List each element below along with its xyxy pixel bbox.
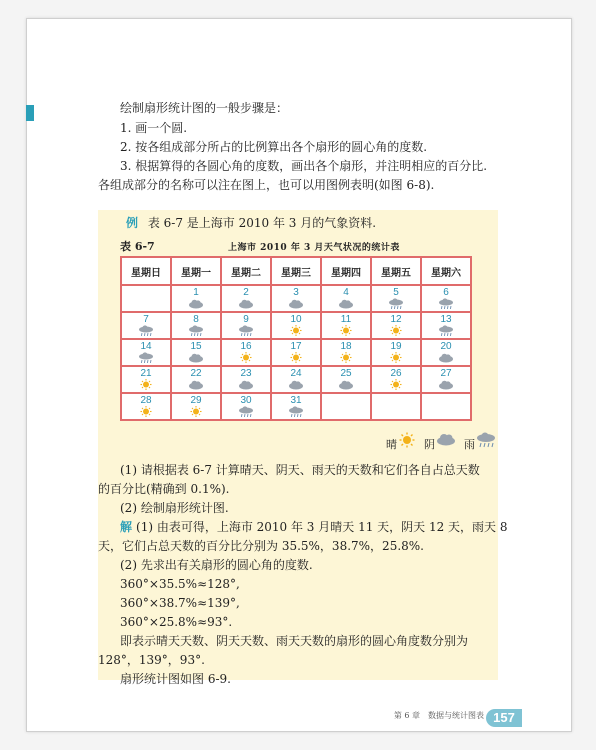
example-keyword: 例 xyxy=(126,216,139,230)
solution-line-5: 128°，139°，93°. xyxy=(98,653,205,667)
question-1-continued: 的百分比(精确到 0.1%). xyxy=(98,482,230,496)
calendar-day-cell xyxy=(371,312,421,339)
calendar-day-cell xyxy=(321,339,371,366)
calendar-week-row xyxy=(121,339,471,366)
calendar-day-cell xyxy=(221,285,271,312)
calendar-day-cell xyxy=(271,285,321,312)
day-number: 1 xyxy=(193,287,199,298)
day-number: 14 xyxy=(140,341,152,352)
day-number: 25 xyxy=(340,368,352,379)
day-number: 28 xyxy=(140,395,152,406)
calendar-day-cell xyxy=(421,393,471,420)
cloud-icon xyxy=(437,352,455,363)
day-number: 19 xyxy=(390,341,402,352)
day-number: 30 xyxy=(240,395,252,406)
rain-icon xyxy=(287,406,305,417)
day-number: 18 xyxy=(340,341,352,352)
calendar-header-cell: 星期六 xyxy=(421,257,471,285)
step-1: 1. 画一个圆. xyxy=(120,121,188,135)
calendar-day-cell xyxy=(421,312,471,339)
sun-icon xyxy=(387,325,405,336)
solution-line-2: 天，它们占总天数的百分比分别为 35.5%，38.7%，25.8%. xyxy=(98,539,424,553)
calendar-day-cell xyxy=(121,393,171,420)
day-number: 8 xyxy=(193,314,199,325)
calendar-week-row xyxy=(121,312,471,339)
rain-icon xyxy=(437,325,455,336)
calendar-day-cell xyxy=(321,312,371,339)
day-number: 21 xyxy=(140,368,152,379)
calendar-header-cell: 星期二 xyxy=(221,257,271,285)
calendar-day-cell xyxy=(121,285,171,312)
cloud-icon xyxy=(337,379,355,390)
calc-cloudy: 360°×38.7%≈139°, xyxy=(120,596,240,610)
page-number: 157 xyxy=(486,709,522,727)
calendar-day-cell xyxy=(221,312,271,339)
legend-sunny-label: 晴 xyxy=(386,438,397,451)
day-number: 24 xyxy=(290,368,302,379)
day-number: 3 xyxy=(293,287,299,298)
solution-line-3: (2) 先求出有关扇形的圆心角的度数. xyxy=(120,558,313,572)
solution-keyword: 解 xyxy=(120,520,133,534)
day-number: 10 xyxy=(290,314,302,325)
rain-icon xyxy=(237,325,255,336)
day-number: 13 xyxy=(440,314,452,325)
rain-icon xyxy=(476,432,496,448)
cloud-icon xyxy=(436,432,456,446)
example-heading xyxy=(126,214,376,231)
calendar-day-cell xyxy=(221,366,271,393)
day-number: 9 xyxy=(243,314,249,325)
calendar-header-cell: 星期一 xyxy=(171,257,221,285)
cloud-icon xyxy=(187,379,205,390)
table-title: 上海市 2010 年 3 月天气状况的统计表 xyxy=(228,243,400,253)
calendar-day-cell xyxy=(321,393,371,420)
cloud-icon xyxy=(237,379,255,390)
question-2: (2) 绘制扇形统计图. xyxy=(120,501,229,515)
question-1: (1) 请根据表 6-7 计算晴天、阴天、雨天的天数和它们各自占总天数 xyxy=(120,463,480,477)
solution-line-1 xyxy=(120,519,508,535)
cloud-icon xyxy=(187,298,205,309)
cloud-icon xyxy=(437,379,455,390)
calendar-day-cell xyxy=(421,285,471,312)
cloud-icon xyxy=(237,298,255,309)
step-3: 3. 根据算得的各圆心角的度数，画出各个扇形，并注明相应的百分比. xyxy=(120,159,488,173)
day-number: 23 xyxy=(240,368,252,379)
chapter-footer: 第 6 章 数据与统计图表 xyxy=(393,711,484,720)
cloud-icon xyxy=(287,379,305,390)
weather-calendar-table xyxy=(120,256,472,421)
day-number: 11 xyxy=(340,314,352,325)
calendar-day-cell xyxy=(171,285,221,312)
example-text: 表 6-7 是上海市 2010 年 3 月的气象资料. xyxy=(147,216,377,230)
day-number: 17 xyxy=(290,341,302,352)
calendar-week-row xyxy=(121,393,471,420)
rain-icon xyxy=(237,406,255,417)
page-edge-marker xyxy=(26,105,34,121)
rain-icon xyxy=(187,325,205,336)
table-label: 表 6-7 xyxy=(120,240,155,253)
calendar-day-cell xyxy=(221,393,271,420)
day-number: 2 xyxy=(243,287,249,298)
day-number: 16 xyxy=(240,341,252,352)
sun-icon xyxy=(187,406,205,417)
day-number: 27 xyxy=(440,368,452,379)
sun-icon xyxy=(337,325,355,336)
calendar-day-cell xyxy=(271,312,321,339)
calendar-week-row xyxy=(121,366,471,393)
day-number: 4 xyxy=(343,287,349,298)
sun-icon xyxy=(137,379,155,390)
rain-icon xyxy=(137,352,155,363)
calendar-day-cell xyxy=(321,366,371,393)
steps-heading: 绘制扇形统计图的一般步骤是： xyxy=(120,101,289,115)
day-number: 7 xyxy=(143,314,149,325)
day-number: 20 xyxy=(440,341,452,352)
calendar-day-cell xyxy=(271,339,321,366)
calendar-day-cell xyxy=(271,393,321,420)
rain-icon xyxy=(437,298,455,309)
step-2: 2. 按各组成部分所占的比例算出各个扇形的圆心角的度数. xyxy=(120,140,428,154)
day-number: 5 xyxy=(393,287,399,298)
calc-rain: 360°×25.8%≈93°. xyxy=(120,615,233,629)
day-number: 22 xyxy=(190,368,202,379)
sun-icon xyxy=(237,352,255,363)
sun-icon xyxy=(398,432,416,448)
legend-rain-label: 雨 xyxy=(464,438,475,451)
calendar-day-cell xyxy=(371,285,421,312)
rain-icon xyxy=(137,325,155,336)
calendar-day-cell xyxy=(371,366,421,393)
calendar-day-cell xyxy=(321,285,371,312)
cloud-icon xyxy=(287,298,305,309)
calendar-day-cell xyxy=(121,312,171,339)
calendar-header-cell: 星期五 xyxy=(371,257,421,285)
sun-icon xyxy=(287,352,305,363)
calendar-day-cell xyxy=(121,339,171,366)
day-number: 31 xyxy=(290,395,302,406)
calendar-day-cell xyxy=(371,339,421,366)
calendar-header-cell: 星期日 xyxy=(121,257,171,285)
sun-icon xyxy=(387,379,405,390)
cloud-icon xyxy=(337,298,355,309)
sun-icon xyxy=(137,406,155,417)
calendar-day-cell xyxy=(171,339,221,366)
calendar-header-cell: 星期三 xyxy=(271,257,321,285)
legend-cloudy-label: 阴 xyxy=(424,438,435,451)
step-3-continued: 各组成部分的名称可以注在图上，也可以用图例表明(如图 6-8). xyxy=(98,178,435,192)
sun-icon xyxy=(387,352,405,363)
day-number: 29 xyxy=(190,395,202,406)
solution-line-4: 即表示晴天天数、阴天天数、雨天天数的扇形的圆心角度数分别为 xyxy=(120,634,469,648)
calendar-day-cell xyxy=(421,366,471,393)
sun-icon xyxy=(287,325,305,336)
sun-icon xyxy=(337,352,355,363)
day-number: 12 xyxy=(390,314,402,325)
solution-text-1: (1) 由表可得，上海市 2010 年 3 月晴天 11 天，阴天 12 天，雨天 8 xyxy=(136,520,508,534)
calendar-day-cell xyxy=(221,339,271,366)
day-number: 26 xyxy=(390,368,402,379)
calendar-day-cell xyxy=(371,393,421,420)
calendar-week-row xyxy=(121,285,471,312)
solution-line-6: 扇形统计图如图 6-9. xyxy=(120,672,231,686)
calendar-day-cell xyxy=(171,312,221,339)
day-number: 6 xyxy=(443,287,449,298)
calendar-day-cell xyxy=(421,339,471,366)
rain-icon xyxy=(387,298,405,309)
cloud-icon xyxy=(187,352,205,363)
calc-sunny: 360°×35.5%≈128°, xyxy=(120,577,240,591)
calendar-header-cell: 星期四 xyxy=(321,257,371,285)
calendar-day-cell xyxy=(171,393,221,420)
calendar-day-cell xyxy=(271,366,321,393)
calendar-day-cell xyxy=(171,366,221,393)
day-number: 15 xyxy=(190,341,202,352)
calendar-day-cell xyxy=(121,366,171,393)
calendar-header-row xyxy=(121,257,471,285)
